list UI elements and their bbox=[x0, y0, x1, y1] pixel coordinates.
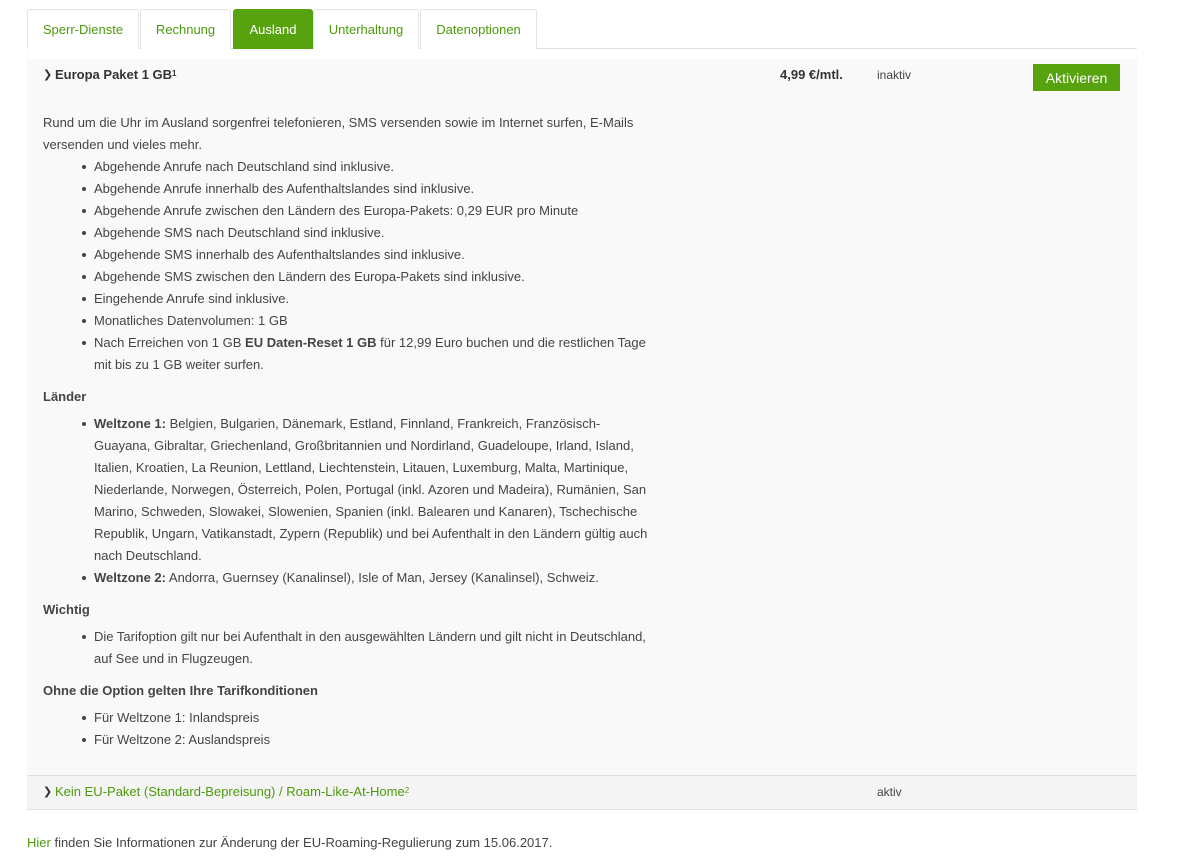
list-item: Abgehende SMS zwischen den Ländern des Europa-Pakets sind inklusive. bbox=[94, 266, 655, 288]
important-list bbox=[43, 626, 655, 670]
list-item: Abgehende Anrufe nach Deutschland sind inklusive. bbox=[94, 156, 655, 178]
reset-text-bold: EU Daten-Reset 1 GB bbox=[245, 335, 377, 350]
package-status: inaktiv bbox=[877, 68, 912, 82]
package-intro: Rund um die Uhr im Ausland sorgenfrei telefonieren, SMS versenden sowie im Internet surfen, E-Mails versenden und vieles mehr. bbox=[43, 115, 634, 152]
package-description bbox=[43, 112, 655, 751]
package2-title-link[interactable] bbox=[43, 784, 409, 799]
tab-datenoptionen[interactable]: Datenoptionen bbox=[420, 9, 537, 49]
list-item: Abgehende SMS innerhalb des Aufenthaltslandes sind inklusive. bbox=[94, 244, 655, 266]
footnote-marker: 2 bbox=[404, 786, 410, 795]
reset-text-pre: Nach Erreichen von 1 GB bbox=[94, 335, 246, 350]
package-panel-europa bbox=[27, 59, 1137, 775]
list-item: Abgehende Anrufe zwischen den Ländern des Europa-Pakets: 0,29 EUR pro Minute bbox=[94, 200, 655, 222]
package-title: Europa Paket 1 GB bbox=[55, 67, 173, 82]
without-option-list bbox=[43, 707, 655, 751]
important-heading: Wichtig bbox=[43, 602, 90, 617]
without-option-heading: Ohne die Option gelten Ihre Tarifkonditionen bbox=[43, 683, 318, 698]
zone2-text: Andorra, Guernsey (Kanalinsel), Isle of Man, Jersey (Kanalinsel), Schweiz. bbox=[166, 570, 599, 585]
list-item: Die Tarifoption gilt nur bei Aufenthalt in den ausgewählten Ländern und gilt nicht in Deutschland, auf See und in Flugzeugen. bbox=[94, 626, 655, 670]
list-item bbox=[94, 413, 655, 567]
list-item: Für Weltzone 1: Inlandspreis bbox=[94, 707, 655, 729]
roaming-info-link[interactable]: Hier bbox=[27, 835, 51, 850]
footnote-marker: 1 bbox=[172, 69, 177, 78]
package-price: 4,99 €/mtl. bbox=[780, 67, 843, 82]
list-item: Abgehende SMS nach Deutschland sind inklusive. bbox=[94, 222, 655, 244]
roaming-info-text: finden Sie Informationen zur Änderung der EU-Roaming-Regulierung zum 15.06.2017. bbox=[50, 835, 553, 850]
tab-rechnung[interactable]: Rechnung bbox=[140, 9, 231, 49]
roaming-info-footer bbox=[27, 835, 552, 850]
zone1-label: Weltzone 1: bbox=[94, 416, 166, 431]
tab-ausland[interactable]: Ausland bbox=[233, 9, 313, 49]
package-title-row[interactable] bbox=[43, 67, 177, 82]
list-item: Eingehende Anrufe sind inklusive. bbox=[94, 288, 655, 310]
chevron-right-icon[interactable]: ❯ bbox=[43, 69, 53, 81]
activate-button[interactable]: Aktivieren bbox=[1033, 64, 1120, 91]
list-item bbox=[94, 567, 655, 589]
tab-unterhaltung[interactable]: Unterhaltung bbox=[313, 9, 419, 49]
feature-list bbox=[43, 156, 655, 376]
list-item: Für Weltzone 2: Auslandspreis bbox=[94, 729, 655, 751]
package2-title[interactable]: Kein EU-Paket (Standard-Bepreisung) / Roam-Like-At-Home bbox=[55, 784, 405, 799]
countries-heading: Länder bbox=[43, 389, 87, 404]
reset-text-post: für 12,99 Euro buchen und die restlichen Tage mit bis zu 1 GB weiter surfen. bbox=[94, 335, 646, 372]
package-row-standard bbox=[27, 775, 1137, 810]
zone2-label: Weltzone 2: bbox=[94, 570, 166, 585]
tab-sperr-dienste[interactable]: Sperr-Dienste bbox=[27, 9, 139, 49]
list-item: Abgehende Anrufe innerhalb des Aufenthaltslandes sind inklusive. bbox=[94, 178, 655, 200]
zone1-text: Belgien, Bulgarien, Dänemark, Estland, Finnland, Frankreich, Französisch-Guayana, Gibraltar, Griechenland, Großbritannien und Nordirland, Guadeloupe, Irland, Island, Italien, Kroatien, La Reunion, Lettland, Liechtenstein, Litauen, Luxemburg, Malta, Martinique, Niederlande, Norwegen, Österreich, Polen, Portugal (inkl. Azoren und Madeira), Rumänien, San Marino, Schweden, Slowakei, Slowenien, Spanien (inkl. Balearen und Kanaren), Tschechische Republik, Ungarn, Vatikanstadt, Zypern (Republik) und bei Aufenthalt in den Ländern gültig auch nach Deutschland. bbox=[94, 416, 648, 563]
list-item bbox=[94, 332, 655, 376]
list-item: Monatliches Datenvolumen: 1 GB bbox=[94, 310, 655, 332]
tab-bar bbox=[27, 9, 1137, 49]
package2-status: aktiv bbox=[877, 785, 902, 799]
chevron-right-icon[interactable]: ❯ bbox=[43, 786, 53, 798]
countries-list bbox=[43, 413, 655, 589]
